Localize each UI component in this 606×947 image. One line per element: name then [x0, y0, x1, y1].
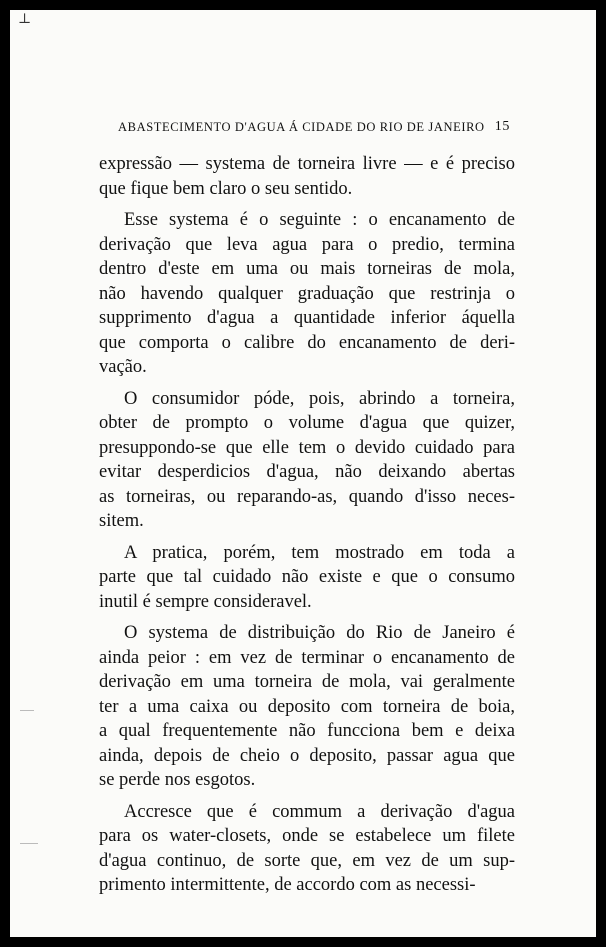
text-line: derivação que leva agua para o predio, termina [99, 234, 515, 255]
text-line: para os water-closets, onde se estabelece um filete [99, 826, 515, 846]
text-line: parte que tal cuidado não existe e que o consumo [99, 567, 515, 587]
paragraph [99, 387, 515, 534]
corner-crop-mark: ⊥ [18, 11, 32, 27]
text-line: O consumidor póde, pois, abrindo a torneira, [124, 388, 515, 409]
running-header [118, 120, 510, 135]
text-line: supprimento d'agua a quantidade inferior áquella [99, 308, 515, 328]
margin-mark [20, 843, 38, 844]
paragraph-gap [99, 534, 515, 541]
paragraph-gap [99, 201, 515, 208]
text-line: ainda peior : em vez de terminar o encanamento de [99, 647, 515, 668]
text-line: que fique bem claro o seu sentido. [99, 178, 353, 199]
text-line: derivação em uma torneira de mola, vai geralmente [99, 672, 515, 692]
text-line: não havendo qualquer graduação que restrinja o [99, 283, 515, 304]
text-line: primento intermittente, de accordo com as necessi- [99, 875, 476, 895]
book-page [10, 10, 596, 937]
running-head-title: ABASTECIMENTO D'AGUA Á CIDADE DO RIO DE JANEIRO [118, 120, 485, 134]
body-text [99, 152, 515, 898]
text-line: a qual frequentemente não funcciona bem e deixa [99, 721, 515, 741]
text-line: obter de prompto o volume d'agua que quizer, [99, 413, 515, 433]
text-line: expressão — systema de torneira livre — e é preciso [99, 154, 515, 174]
paragraph-gap [99, 380, 515, 387]
page-number: 15 [494, 119, 510, 134]
paragraph [99, 152, 515, 201]
paragraph [99, 621, 515, 793]
text-line: d'agua continuo, de sorte que, em vez de um sup- [99, 850, 515, 871]
margin-mark [20, 710, 34, 711]
text-line: dentro d'este em uma ou mais torneiras de mola, [99, 259, 515, 279]
paragraph [99, 208, 515, 380]
paragraph [99, 541, 515, 615]
text-line: se perde nos esgotos. [99, 770, 256, 790]
text-line: Esse systema é o seguinte : o encanamento de [124, 210, 515, 230]
text-line: vação. [99, 357, 147, 377]
text-line: ter a uma caixa ou deposito com torneira de boia, [99, 696, 515, 717]
paragraph-gap [99, 614, 515, 621]
text-line: O systema de distribuição do Rio de Janeiro é [124, 623, 515, 643]
text-line: ainda, depois de cheio o deposito, passar agua que [99, 745, 515, 766]
text-line: Accresce que é commum a derivação d'agua [124, 801, 515, 822]
paragraph-gap [99, 793, 515, 800]
text-line: evitar desperdicios d'agua, não deixando abertas [99, 462, 515, 482]
text-line: as torneiras, ou reparando-as, quando d'isso neces- [99, 486, 515, 507]
text-line: A pratica, porém, tem mostrado em toda a [124, 542, 515, 563]
paragraph [99, 800, 515, 898]
text-line: presuppondo-se que elle tem o devido cuidado para [99, 437, 515, 458]
text-line: inutil é sempre consideravel. [99, 591, 312, 612]
text-line: sitem. [99, 511, 144, 531]
text-line: que comporta o calibre do encanamento de deri- [99, 332, 515, 353]
